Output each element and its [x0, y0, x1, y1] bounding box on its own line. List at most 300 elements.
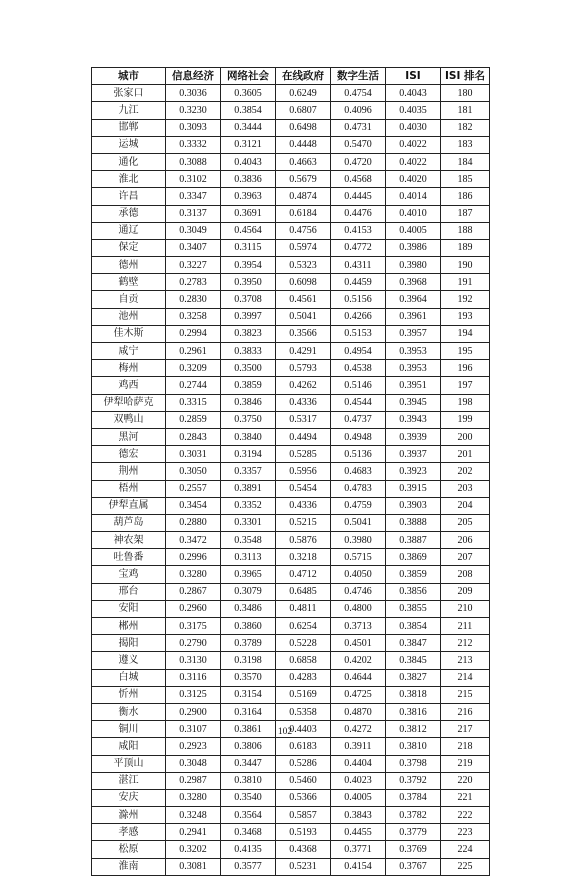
cell-digital-life: 0.3843 — [331, 807, 386, 824]
cell-information-economy: 0.3315 — [166, 394, 221, 411]
cell-city: 九江 — [92, 102, 166, 119]
cell-digital-life: 0.4746 — [331, 583, 386, 600]
cell-digital-life: 0.4754 — [331, 85, 386, 102]
cell-information-economy: 0.3280 — [166, 566, 221, 583]
cell-city: 德宏 — [92, 446, 166, 463]
cell-network-society: 0.3810 — [221, 772, 276, 789]
cell-network-society: 0.3708 — [221, 291, 276, 308]
cell-information-economy: 0.2783 — [166, 274, 221, 291]
cell-information-economy: 0.2880 — [166, 514, 221, 531]
cell-isi: 0.3859 — [386, 566, 441, 583]
cell-information-economy: 0.3280 — [166, 789, 221, 806]
cell-network-society: 0.3115 — [221, 239, 276, 256]
cell-information-economy: 0.2996 — [166, 549, 221, 566]
cell-city: 咸宁 — [92, 343, 166, 360]
cell-isi: 0.3945 — [386, 394, 441, 411]
cell-information-economy: 0.2859 — [166, 411, 221, 428]
cell-isi-rank: 217 — [441, 721, 490, 738]
cell-isi: 0.4005 — [386, 222, 441, 239]
cell-information-economy: 0.3407 — [166, 239, 221, 256]
cell-isi-rank: 189 — [441, 239, 490, 256]
cell-online-government: 0.5358 — [276, 703, 331, 720]
cell-isi: 0.3943 — [386, 411, 441, 428]
cell-online-government: 0.3566 — [276, 325, 331, 342]
cell-digital-life: 0.4800 — [331, 600, 386, 617]
cell-city: 平顶山 — [92, 755, 166, 772]
cell-network-society: 0.3352 — [221, 497, 276, 514]
cell-city: 鸡西 — [92, 377, 166, 394]
cell-city: 遵义 — [92, 652, 166, 669]
cell-isi-rank: 195 — [441, 343, 490, 360]
cell-information-economy: 0.3137 — [166, 205, 221, 222]
cell-isi: 0.4020 — [386, 171, 441, 188]
cell-isi-rank: 222 — [441, 807, 490, 824]
cell-online-government: 0.5974 — [276, 239, 331, 256]
cell-city: 鹤壁 — [92, 274, 166, 291]
table-row — [92, 136, 490, 153]
cell-information-economy: 0.2900 — [166, 703, 221, 720]
cell-isi-rank: 203 — [441, 480, 490, 497]
cell-digital-life: 0.4568 — [331, 171, 386, 188]
cell-online-government: 0.4262 — [276, 377, 331, 394]
cell-isi: 0.4043 — [386, 85, 441, 102]
cell-city: 伊犁直属 — [92, 497, 166, 514]
cell-city: 揭阳 — [92, 635, 166, 652]
cell-city: 伊犁哈萨克 — [92, 394, 166, 411]
table-row — [92, 703, 490, 720]
table-row — [92, 188, 490, 205]
cell-isi: 0.3887 — [386, 532, 441, 549]
cell-isi: 0.3968 — [386, 274, 441, 291]
cell-online-government: 0.4448 — [276, 136, 331, 153]
isi-ranking-table-container — [91, 67, 489, 876]
cell-isi-rank: 183 — [441, 136, 490, 153]
cell-isi-rank: 196 — [441, 360, 490, 377]
cell-online-government: 0.6183 — [276, 738, 331, 755]
cell-information-economy: 0.2867 — [166, 583, 221, 600]
cell-online-government: 0.3218 — [276, 549, 331, 566]
cell-isi-rank: 201 — [441, 446, 490, 463]
cell-online-government: 0.5193 — [276, 824, 331, 841]
cell-network-society: 0.3486 — [221, 600, 276, 617]
cell-isi: 0.3779 — [386, 824, 441, 841]
cell-network-society: 0.3164 — [221, 703, 276, 720]
table-row — [92, 171, 490, 188]
cell-online-government: 0.4494 — [276, 428, 331, 445]
cell-isi: 0.3888 — [386, 514, 441, 531]
cell-isi-rank: 184 — [441, 153, 490, 170]
cell-network-society: 0.3577 — [221, 858, 276, 875]
cell-digital-life: 0.4272 — [331, 721, 386, 738]
header-online-government: 在线政府 — [276, 68, 331, 85]
cell-online-government: 0.5454 — [276, 480, 331, 497]
table-row — [92, 583, 490, 600]
table-header-row — [92, 68, 490, 85]
cell-city: 安阳 — [92, 600, 166, 617]
cell-online-government: 0.5460 — [276, 772, 331, 789]
cell-network-society: 0.3564 — [221, 807, 276, 824]
cell-isi: 0.3792 — [386, 772, 441, 789]
cell-city: 神农架 — [92, 532, 166, 549]
cell-digital-life: 0.5153 — [331, 325, 386, 342]
table-row — [92, 377, 490, 394]
cell-isi-rank: 186 — [441, 188, 490, 205]
cell-information-economy: 0.2960 — [166, 600, 221, 617]
cell-isi-rank: 198 — [441, 394, 490, 411]
cell-network-society: 0.3846 — [221, 394, 276, 411]
cell-isi: 0.3769 — [386, 841, 441, 858]
cell-city: 忻州 — [92, 686, 166, 703]
table-row — [92, 274, 490, 291]
cell-city: 自贡 — [92, 291, 166, 308]
cell-information-economy: 0.2557 — [166, 480, 221, 497]
cell-digital-life: 0.5136 — [331, 446, 386, 463]
cell-information-economy: 0.3031 — [166, 446, 221, 463]
cell-digital-life: 0.4404 — [331, 755, 386, 772]
cell-network-society: 0.3194 — [221, 446, 276, 463]
cell-city: 保定 — [92, 239, 166, 256]
cell-network-society: 0.3859 — [221, 377, 276, 394]
cell-online-government: 0.5228 — [276, 635, 331, 652]
cell-information-economy: 0.2830 — [166, 291, 221, 308]
cell-information-economy: 0.2790 — [166, 635, 221, 652]
cell-network-society: 0.3963 — [221, 188, 276, 205]
cell-network-society: 0.3861 — [221, 721, 276, 738]
cell-network-society: 0.3605 — [221, 85, 276, 102]
table-row — [92, 618, 490, 635]
cell-city: 湛江 — [92, 772, 166, 789]
cell-isi: 0.3812 — [386, 721, 441, 738]
header-isi-rank: ISI 排名 — [441, 68, 490, 85]
cell-city: 张家口 — [92, 85, 166, 102]
cell-isi-rank: 223 — [441, 824, 490, 841]
cell-online-government: 0.4756 — [276, 222, 331, 239]
cell-digital-life: 0.4948 — [331, 428, 386, 445]
table-row — [92, 600, 490, 617]
cell-information-economy: 0.3258 — [166, 308, 221, 325]
cell-isi-rank: 214 — [441, 669, 490, 686]
cell-city: 孝感 — [92, 824, 166, 841]
cell-online-government: 0.4336 — [276, 497, 331, 514]
cell-information-economy: 0.3081 — [166, 858, 221, 875]
table-row — [92, 394, 490, 411]
cell-information-economy: 0.2987 — [166, 772, 221, 789]
cell-online-government: 0.5285 — [276, 446, 331, 463]
cell-digital-life: 0.5156 — [331, 291, 386, 308]
cell-online-government: 0.5169 — [276, 686, 331, 703]
cell-online-government: 0.4561 — [276, 291, 331, 308]
table-row — [92, 858, 490, 875]
cell-network-society: 0.3854 — [221, 102, 276, 119]
isi-ranking-table — [91, 67, 490, 876]
cell-digital-life: 0.4870 — [331, 703, 386, 720]
cell-online-government: 0.5323 — [276, 257, 331, 274]
cell-digital-life: 0.4050 — [331, 566, 386, 583]
cell-online-government: 0.5956 — [276, 463, 331, 480]
cell-isi-rank: 204 — [441, 497, 490, 514]
cell-network-society: 0.3468 — [221, 824, 276, 841]
cell-isi-rank: 199 — [441, 411, 490, 428]
table-row — [92, 789, 490, 806]
cell-information-economy: 0.2923 — [166, 738, 221, 755]
cell-network-society: 0.3965 — [221, 566, 276, 583]
table-row — [92, 514, 490, 531]
cell-city: 安庆 — [92, 789, 166, 806]
cell-information-economy: 0.3248 — [166, 807, 221, 824]
cell-isi: 0.3986 — [386, 239, 441, 256]
cell-information-economy: 0.3202 — [166, 841, 221, 858]
cell-city: 邯郸 — [92, 119, 166, 136]
cell-network-society: 0.3891 — [221, 480, 276, 497]
table-row — [92, 446, 490, 463]
cell-information-economy: 0.2843 — [166, 428, 221, 445]
cell-online-government: 0.4811 — [276, 600, 331, 617]
table-row — [92, 566, 490, 583]
cell-isi: 0.3964 — [386, 291, 441, 308]
table-row — [92, 153, 490, 170]
cell-isi: 0.3903 — [386, 497, 441, 514]
cell-city: 通辽 — [92, 222, 166, 239]
cell-online-government: 0.6249 — [276, 85, 331, 102]
cell-isi-rank: 187 — [441, 205, 490, 222]
cell-isi-rank: 218 — [441, 738, 490, 755]
table-row — [92, 755, 490, 772]
cell-isi-rank: 181 — [441, 102, 490, 119]
cell-isi: 0.3957 — [386, 325, 441, 342]
cell-online-government: 0.4663 — [276, 153, 331, 170]
cell-isi: 0.3845 — [386, 652, 441, 669]
table-row — [92, 428, 490, 445]
table-row — [92, 549, 490, 566]
cell-network-society: 0.3301 — [221, 514, 276, 531]
cell-information-economy: 0.3048 — [166, 755, 221, 772]
cell-online-government: 0.4283 — [276, 669, 331, 686]
cell-isi: 0.3923 — [386, 463, 441, 480]
cell-isi-rank: 209 — [441, 583, 490, 600]
cell-isi: 0.3915 — [386, 480, 441, 497]
cell-isi-rank: 215 — [441, 686, 490, 703]
cell-network-society: 0.3540 — [221, 789, 276, 806]
cell-digital-life: 0.4783 — [331, 480, 386, 497]
cell-digital-life: 0.4202 — [331, 652, 386, 669]
cell-online-government: 0.6254 — [276, 618, 331, 635]
cell-information-economy: 0.3454 — [166, 497, 221, 514]
cell-online-government: 0.5679 — [276, 171, 331, 188]
cell-isi-rank: 207 — [441, 549, 490, 566]
cell-isi: 0.3980 — [386, 257, 441, 274]
cell-online-government: 0.4336 — [276, 394, 331, 411]
cell-city: 荆州 — [92, 463, 166, 480]
table-row — [92, 738, 490, 755]
cell-isi: 0.3810 — [386, 738, 441, 755]
cell-isi: 0.3869 — [386, 549, 441, 566]
cell-network-society: 0.3570 — [221, 669, 276, 686]
cell-network-society: 0.3950 — [221, 274, 276, 291]
cell-city: 黑河 — [92, 428, 166, 445]
cell-online-government: 0.4368 — [276, 841, 331, 858]
cell-online-government: 0.6184 — [276, 205, 331, 222]
cell-isi-rank: 192 — [441, 291, 490, 308]
cell-network-society: 0.3079 — [221, 583, 276, 600]
cell-city: 许昌 — [92, 188, 166, 205]
cell-network-society: 0.4564 — [221, 222, 276, 239]
cell-digital-life: 0.4538 — [331, 360, 386, 377]
table-row — [92, 497, 490, 514]
cell-digital-life: 0.5715 — [331, 549, 386, 566]
cell-digital-life: 0.4772 — [331, 239, 386, 256]
cell-city: 宝鸡 — [92, 566, 166, 583]
cell-information-economy: 0.2994 — [166, 325, 221, 342]
cell-isi: 0.3854 — [386, 618, 441, 635]
cell-city: 松原 — [92, 841, 166, 858]
cell-online-government: 0.5317 — [276, 411, 331, 428]
cell-network-society: 0.3691 — [221, 205, 276, 222]
cell-network-society: 0.3198 — [221, 652, 276, 669]
cell-digital-life: 0.4644 — [331, 669, 386, 686]
cell-isi: 0.3961 — [386, 308, 441, 325]
cell-online-government: 0.4403 — [276, 721, 331, 738]
cell-isi-rank: 190 — [441, 257, 490, 274]
table-row — [92, 119, 490, 136]
cell-network-society: 0.3954 — [221, 257, 276, 274]
cell-digital-life: 0.4476 — [331, 205, 386, 222]
cell-digital-life: 0.3911 — [331, 738, 386, 755]
cell-digital-life: 0.4455 — [331, 824, 386, 841]
cell-isi-rank: 202 — [441, 463, 490, 480]
cell-online-government: 0.5041 — [276, 308, 331, 325]
cell-information-economy: 0.3102 — [166, 171, 221, 188]
table-row — [92, 102, 490, 119]
cell-isi-rank: 219 — [441, 755, 490, 772]
cell-isi: 0.4030 — [386, 119, 441, 136]
cell-isi-rank: 210 — [441, 600, 490, 617]
table-row — [92, 463, 490, 480]
cell-information-economy: 0.3130 — [166, 652, 221, 669]
cell-network-society: 0.3836 — [221, 171, 276, 188]
cell-city: 葫芦岛 — [92, 514, 166, 531]
table-row — [92, 807, 490, 824]
cell-isi-rank: 185 — [441, 171, 490, 188]
cell-digital-life: 0.4311 — [331, 257, 386, 274]
cell-isi: 0.4014 — [386, 188, 441, 205]
cell-isi: 0.3847 — [386, 635, 441, 652]
cell-digital-life: 0.5146 — [331, 377, 386, 394]
header-city: 城市 — [92, 68, 166, 85]
table-row — [92, 480, 490, 497]
header-information-economy: 信息经济 — [166, 68, 221, 85]
cell-information-economy: 0.3175 — [166, 618, 221, 635]
table-row — [92, 205, 490, 222]
header-isi: ISI — [386, 68, 441, 85]
cell-city: 咸阳 — [92, 738, 166, 755]
cell-online-government: 0.5793 — [276, 360, 331, 377]
cell-city: 德州 — [92, 257, 166, 274]
cell-online-government: 0.4712 — [276, 566, 331, 583]
cell-city: 通化 — [92, 153, 166, 170]
table-row — [92, 308, 490, 325]
cell-network-society: 0.3997 — [221, 308, 276, 325]
cell-online-government: 0.6807 — [276, 102, 331, 119]
cell-isi-rank: 191 — [441, 274, 490, 291]
cell-information-economy: 0.3125 — [166, 686, 221, 703]
cell-digital-life: 0.5041 — [331, 514, 386, 531]
cell-isi-rank: 206 — [441, 532, 490, 549]
table-row — [92, 325, 490, 342]
cell-information-economy: 0.3347 — [166, 188, 221, 205]
cell-network-society: 0.3154 — [221, 686, 276, 703]
cell-city: 衡水 — [92, 703, 166, 720]
cell-isi: 0.4022 — [386, 153, 441, 170]
cell-isi-rank: 182 — [441, 119, 490, 136]
cell-digital-life: 0.4153 — [331, 222, 386, 239]
table-row — [92, 257, 490, 274]
cell-isi: 0.3818 — [386, 686, 441, 703]
cell-information-economy: 0.3050 — [166, 463, 221, 480]
cell-network-society: 0.3500 — [221, 360, 276, 377]
table-row — [92, 343, 490, 360]
cell-information-economy: 0.2744 — [166, 377, 221, 394]
cell-online-government: 0.5857 — [276, 807, 331, 824]
cell-network-society: 0.3840 — [221, 428, 276, 445]
cell-isi-rank: 188 — [441, 222, 490, 239]
cell-isi-rank: 224 — [441, 841, 490, 858]
cell-city: 梅州 — [92, 360, 166, 377]
cell-isi-rank: 216 — [441, 703, 490, 720]
cell-isi: 0.3827 — [386, 669, 441, 686]
cell-digital-life: 0.4005 — [331, 789, 386, 806]
cell-digital-life: 0.4954 — [331, 343, 386, 360]
cell-digital-life: 0.4720 — [331, 153, 386, 170]
cell-information-economy: 0.3227 — [166, 257, 221, 274]
cell-isi: 0.3953 — [386, 343, 441, 360]
cell-city: 吐鲁番 — [92, 549, 166, 566]
cell-information-economy: 0.3230 — [166, 102, 221, 119]
cell-city: 梧州 — [92, 480, 166, 497]
cell-information-economy: 0.3036 — [166, 85, 221, 102]
cell-isi-rank: 220 — [441, 772, 490, 789]
cell-digital-life: 0.5470 — [331, 136, 386, 153]
cell-network-society: 0.4135 — [221, 841, 276, 858]
cell-online-government: 0.5876 — [276, 532, 331, 549]
cell-isi-rank: 200 — [441, 428, 490, 445]
cell-digital-life: 0.4544 — [331, 394, 386, 411]
cell-network-society: 0.3823 — [221, 325, 276, 342]
table-row — [92, 222, 490, 239]
cell-network-society: 0.3447 — [221, 755, 276, 772]
cell-online-government: 0.5286 — [276, 755, 331, 772]
table-body — [92, 85, 490, 876]
cell-isi-rank: 205 — [441, 514, 490, 531]
cell-digital-life: 0.3771 — [331, 841, 386, 858]
table-row — [92, 85, 490, 102]
header-network-society: 网络社会 — [221, 68, 276, 85]
cell-online-government: 0.5231 — [276, 858, 331, 875]
cell-network-society: 0.3860 — [221, 618, 276, 635]
cell-city: 池州 — [92, 308, 166, 325]
cell-digital-life: 0.4737 — [331, 411, 386, 428]
cell-network-society: 0.3806 — [221, 738, 276, 755]
cell-isi: 0.4035 — [386, 102, 441, 119]
cell-city: 铜川 — [92, 721, 166, 738]
cell-information-economy: 0.3209 — [166, 360, 221, 377]
cell-isi-rank: 180 — [441, 85, 490, 102]
cell-isi: 0.3784 — [386, 789, 441, 806]
cell-city: 淮南 — [92, 858, 166, 875]
cell-isi: 0.3798 — [386, 755, 441, 772]
cell-online-government: 0.4874 — [276, 188, 331, 205]
cell-digital-life: 0.3713 — [331, 618, 386, 635]
table-row — [92, 239, 490, 256]
